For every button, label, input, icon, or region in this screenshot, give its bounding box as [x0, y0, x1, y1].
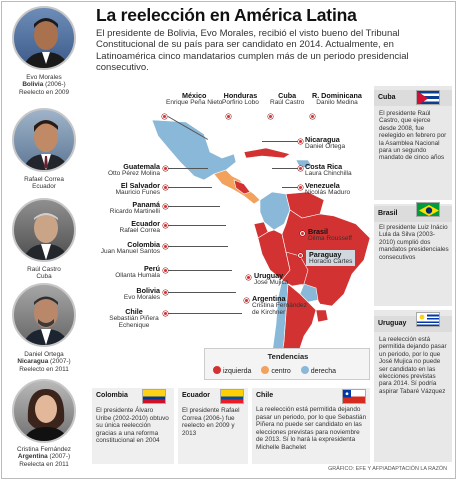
portrait-name: Cristina Fernández: [17, 446, 71, 453]
portrait-raul-castro: [12, 198, 76, 262]
marker-costarica: [298, 166, 303, 171]
label-nicaragua: Nicaragua Daniel Ortega: [305, 135, 346, 151]
uruguay-shape: [316, 310, 328, 322]
sidebar-header-brasil: Brasil: [374, 206, 452, 222]
label-argentina: Argentina Cristina Fernández de Kirchner: [252, 294, 307, 317]
label-uruguay: Uruguay José Mujica: [254, 271, 289, 287]
leader-nicaragua: [262, 141, 298, 142]
ecuador-flag-icon: [220, 389, 244, 404]
portrait-caption-1: [3, 176, 85, 191]
label-guatemala: Guatemala Otto Pérez Molina: [107, 162, 160, 178]
portrait-note: Reelecto en 2009: [18, 88, 70, 96]
portrait-caption-2: [3, 266, 85, 281]
legend-title: Tendencias: [267, 352, 309, 361]
portrait-evo-morales: [12, 6, 76, 70]
portrait-country: Ecuador: [32, 183, 56, 191]
leader-guatemala: [168, 168, 208, 169]
label-cuba: Cuba Raúl Castro: [270, 91, 305, 107]
portrait-cristina-fernandez: [12, 379, 76, 443]
portrait-name: Daniel Ortega: [24, 351, 64, 358]
leader-panama: [168, 206, 220, 207]
portrait-note: Reelecto en 2011: [19, 365, 69, 373]
bottom-header-ecuador: Ecuador: [182, 392, 211, 399]
sidebar-text-uruguay: La reelección está permitida dejando pasar un periodo, por lo que José Mujica no puede ser candidato en las elecciones previstas para 2014. Sí podría aspirar Tabaré Vázquez: [379, 336, 447, 395]
label-ecuador: Ecuador Rafael Correa: [119, 219, 160, 235]
leader-ecuador: [168, 225, 226, 226]
portrait-name: Rafael Correa: [24, 176, 64, 183]
leader-colombia: [168, 246, 228, 247]
label-peru: Perú Ollanta Humala: [115, 264, 160, 280]
portrait-term: (2007-): [50, 358, 71, 366]
brasil-flag-icon: [416, 202, 440, 217]
label-mexico: México Enrique Peña Nieto: [166, 91, 223, 107]
sidebar-text-cuba: El presidente Raúl Castro, que ejerce desde 2008, fue reelegido en febrero por la Asamblea Nacional para un segundo mandato de cinco años: [379, 110, 447, 162]
portrait-caption-3: [3, 351, 85, 373]
bottom-text-colombia: El presidente Álvaro Uribe (2002-2010) obtuvo su única reelección gracias a una reforma constitucional en 2004: [96, 407, 169, 444]
leader-bolivia: [168, 292, 236, 293]
portrait-name: Raúl Castro: [27, 266, 61, 273]
leader-peru: [168, 270, 232, 271]
page-title: La reelección en América Latina: [96, 5, 357, 25]
bottom-text-ecuador: El presidente Rafael Correa (2006-) fue reelecto en 2009 y 2013: [182, 407, 240, 437]
sidebar-text-brasil: El presidente Luiz Inácio Lula da Silva (2003-2010) cumplió dos mandatos presidenciales consecutivos: [379, 224, 449, 261]
label-paraguay: Paraguay Horacio Cartes: [306, 250, 355, 266]
portrait-daniel-ortega: [12, 283, 76, 347]
marker-venezuela: [298, 185, 303, 190]
bottom-header-colombia: Colombia: [96, 392, 128, 399]
portrait-country: Bolivia: [22, 81, 44, 89]
portrait-caption-0: [3, 74, 85, 96]
portrait-rafael-correa: [12, 108, 76, 172]
marker-mexico: [162, 114, 167, 119]
label-elsalvador: El Salvador Mauricio Funes: [115, 181, 160, 197]
chile-flag-icon: [342, 389, 366, 404]
legend-item-izquierda: izquierda: [213, 366, 251, 375]
sidebar-header-cuba: Cuba: [374, 90, 452, 106]
portrait-column: [3, 4, 85, 476]
legend-items: [213, 366, 336, 375]
bottom-text-chile: La reelección está permitida dejando pasar un periodo, por lo que Sebastián Piñera no puede ser candidato en las elecciones previstas para noviembre de 2013. Sí lo hará la expresidenta Michelle Bachelet: [256, 406, 367, 451]
label-bolivia: Bolivia Evo Morales: [123, 286, 160, 302]
marker-nicaragua: [298, 139, 303, 144]
leader-venezuela: [282, 187, 298, 188]
label-brasil: Brasil Dilma Rousseff: [308, 227, 352, 243]
portrait-name: Evo Morales: [26, 74, 62, 81]
cuba-flag-icon: [416, 90, 440, 105]
label-panama: Panamá Ricardo Martinelli: [109, 200, 160, 216]
label-colombia: Colombia Juan Manuel Santos: [100, 240, 160, 256]
portrait-term: (2007-): [49, 453, 71, 461]
portrait-country: Argentina: [17, 453, 48, 461]
leader-elsalvador: [168, 187, 212, 188]
marker-paraguay: [298, 253, 303, 258]
leader-costarica: [272, 168, 298, 169]
label-rdominicana: R. Dominicana Danilo Medina: [312, 91, 362, 107]
marker-honduras: [226, 114, 231, 119]
marker-cuba: [268, 114, 273, 119]
portrait-country: Cuba: [36, 273, 52, 281]
legend-item-centro: centro: [261, 366, 290, 375]
marker-brasil: [300, 231, 305, 236]
legend-item-derecha: derecha: [301, 366, 336, 375]
label-costarica: Costa Rica Laura Chinchilla: [305, 162, 352, 178]
trend-legend: [204, 348, 370, 380]
sidebar-header-uruguay: Uruguay: [374, 316, 452, 332]
source-credit: GRÁFICO: EFE Y AFP/ADAPTACIÓN LA RAZÓN: [328, 466, 447, 472]
portrait-country: Nicaragua: [17, 358, 49, 366]
uruguay-flag-icon: [416, 312, 440, 327]
marker-uruguay: [246, 275, 251, 280]
colombia-flag-icon: [142, 389, 166, 404]
marker-rdominicana: [310, 114, 315, 119]
marker-argentina: [244, 298, 249, 303]
portrait-caption-4: [3, 446, 85, 468]
label-honduras: Honduras Porfirio Lobo: [222, 91, 259, 107]
bottom-header-chile: Chile: [256, 392, 274, 399]
portrait-note: Reelecta en 2011: [19, 460, 69, 468]
label-chile: Chile Sebastián Piñera Echenique: [109, 307, 159, 330]
portrait-term: (2006-): [45, 81, 66, 89]
intro-paragraph: El presidente de Bolivia, Evo Morales, recibió el visto bueno del Tribunal Constitucional de su país para ser candidato en 2014. Actualmente, en Latinoamérica cinco mandatarios cumplen más de un periodo presidencial consecutivo.: [96, 28, 409, 74]
leader-chile: [168, 313, 242, 314]
label-venezuela: Venezuela Nicolás Maduro: [305, 181, 351, 197]
